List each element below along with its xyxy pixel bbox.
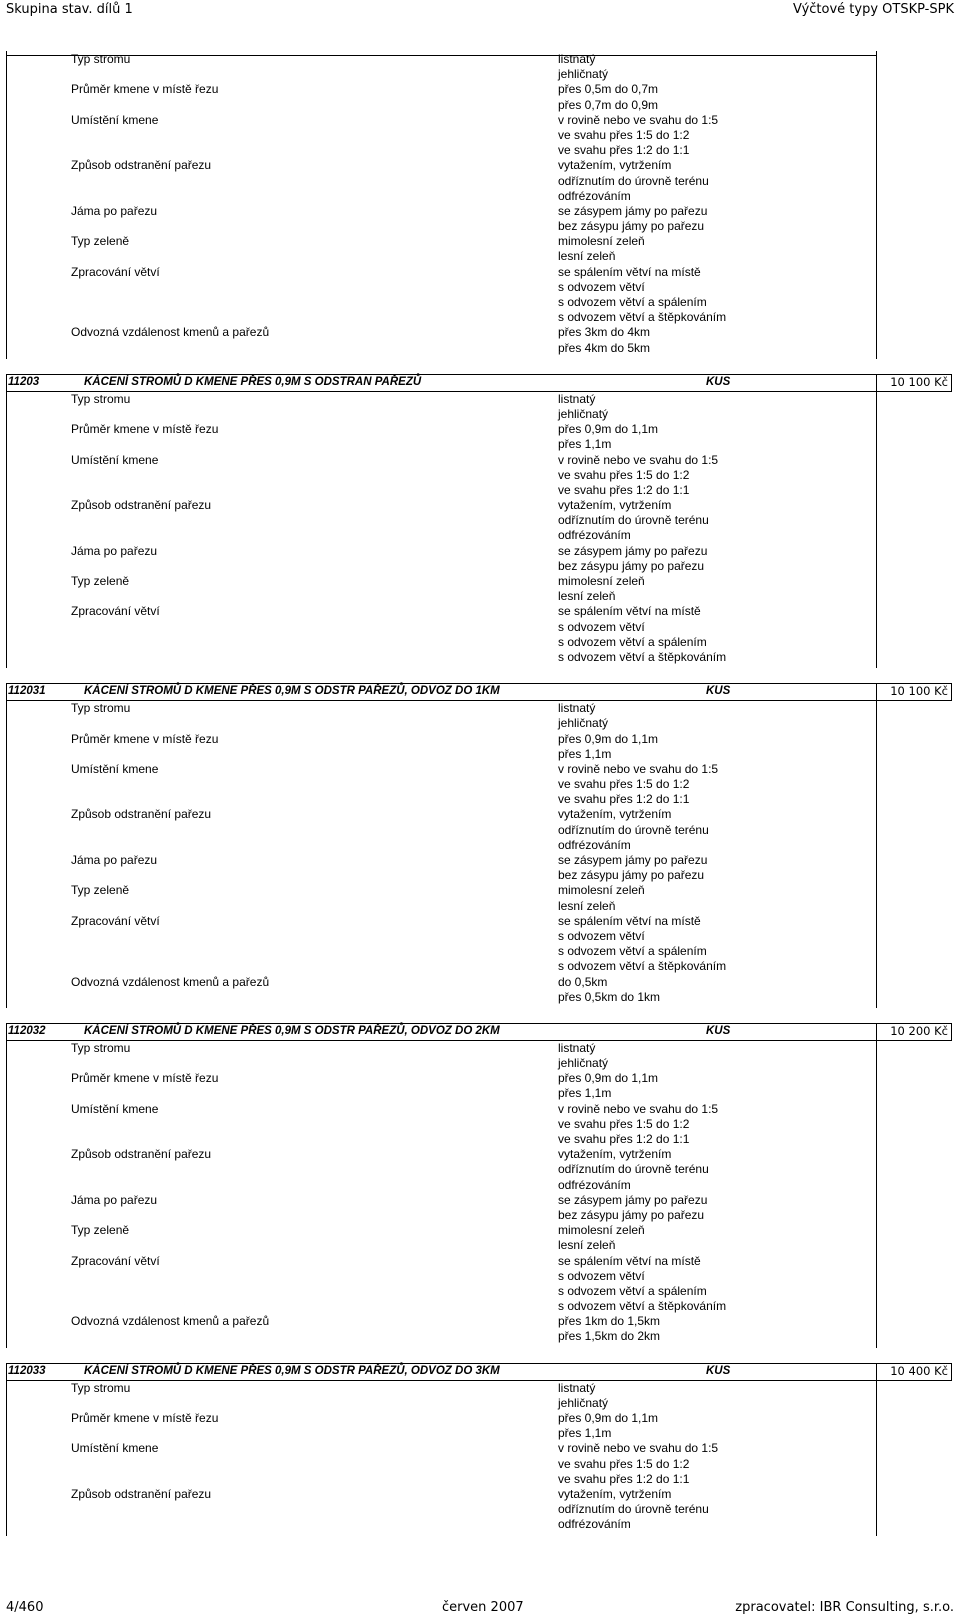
- item-unit: KUS: [706, 375, 731, 388]
- item-title: KÁCENÍ STROMŮ D KMENE PŘES 0,9M S ODSTR PAŘEZŮ, ODVOZ DO 3KM: [84, 1364, 500, 1377]
- property-value: ve svahu přes 1:2 do 1:1: [558, 792, 690, 807]
- property-name: Jáma po pařezu: [71, 543, 158, 558]
- property-name: Jáma po pařezu: [71, 853, 158, 867]
- property-row: [6, 1487, 952, 1533]
- property-value: přes 1,1m: [558, 437, 612, 452]
- property-name: Průměr kmene v místě řezu: [71, 731, 219, 746]
- property-value: odříznutím do úrovně terénu: [558, 1162, 709, 1177]
- property-value: ve svahu přes 1:2 do 1:1: [558, 1132, 690, 1146]
- property-name: Zpracování větví: [71, 604, 160, 619]
- property-block: [6, 392, 952, 668]
- property-values: [558, 422, 952, 452]
- property-name: Odvozná vzdálenost kmenů a pařezů: [71, 1314, 270, 1329]
- property-name: Typ zeleně: [71, 574, 130, 588]
- property-values: [558, 762, 952, 808]
- property-values: [558, 1441, 952, 1487]
- property-value: vytažením, vytržením: [558, 1147, 672, 1162]
- item-title: KÁCENÍ STROMŮ D KMENE PŘES 0,9M S ODSTR PAŘEZŮ, ODVOZ DO 1KM: [84, 685, 500, 698]
- property-value: odříznutím do úrovně terénu: [558, 513, 709, 528]
- property-value: s odvozem větví a spálením: [558, 1283, 707, 1298]
- property-value: vytažením, vytržením: [558, 158, 672, 173]
- property-row: [6, 1314, 952, 1344]
- property-row: [6, 1441, 952, 1487]
- property-value: přes 0,9m do 1,1m: [558, 731, 659, 746]
- cell-border: [6, 374, 7, 391]
- property-name: Typ stromu: [71, 1040, 131, 1055]
- property-value: lesní zeleň: [558, 898, 616, 913]
- property-value: bez zásypu jámy po pařezu: [558, 219, 705, 234]
- item-code: 112031: [8, 685, 46, 698]
- item-code: 11203: [8, 375, 40, 388]
- property-row: [6, 234, 952, 264]
- property-name: Způsob odstranění pařezu: [71, 1486, 212, 1501]
- property-values: [558, 1314, 952, 1344]
- property-value: listnatý: [558, 701, 596, 716]
- property-values: [558, 1381, 952, 1411]
- property-value: vytažením, vytržením: [558, 807, 672, 822]
- property-values: [558, 158, 952, 204]
- property-block: [6, 1041, 952, 1348]
- property-value: ve svahu přes 1:2 do 1:1: [558, 143, 690, 158]
- property-row: [6, 204, 952, 234]
- property-value: v rovině nebo ve svahu do 1:5: [558, 761, 719, 776]
- property-value: lesní zeleň: [558, 1238, 616, 1253]
- item-code: 112032: [8, 1024, 46, 1037]
- page-number: 4/460: [6, 1600, 44, 1615]
- property-value: bez zásypu jámy po pařezu: [558, 868, 705, 883]
- property-value: ve svahu přes 1:2 do 1:1: [558, 482, 690, 497]
- property-values: [558, 113, 952, 159]
- property-value: ve svahu přes 1:5 do 1:2: [558, 1116, 690, 1131]
- property-value: jehličnatý: [558, 1395, 609, 1410]
- property-row: [6, 1411, 952, 1441]
- property-block: [6, 701, 952, 1008]
- property-values: [558, 853, 952, 883]
- property-name: Odvozná vzdálenost kmenů a pařezů: [71, 325, 270, 340]
- property-value: se zásypem jámy po pařezu: [558, 1192, 708, 1207]
- property-row: [6, 422, 952, 452]
- item-price: 10 200 Kč: [890, 1023, 948, 1038]
- property-name: Umístění kmene: [71, 1101, 159, 1116]
- property-value: do 0,5km: [558, 974, 608, 989]
- header-doc-title: Výčtové typy OTSKP-SPK: [793, 2, 954, 17]
- property-name: Typ stromu: [71, 52, 131, 66]
- property-value: přes 1,5km do 2km: [558, 1329, 661, 1344]
- property-name: Způsob odstranění pařezu: [71, 807, 212, 822]
- property-value: se spálením větví na místě: [558, 604, 701, 619]
- property-value: odfrézováním: [558, 1517, 631, 1532]
- property-values: [558, 1147, 952, 1193]
- property-value: přes 1,1m: [558, 1086, 612, 1101]
- property-name: Jáma po pařezu: [71, 1192, 158, 1207]
- property-value: jehličnatý: [558, 716, 609, 731]
- property-row: [6, 574, 952, 604]
- property-value: odfrézováním: [558, 188, 631, 203]
- property-name: Zpracování větví: [71, 1253, 160, 1268]
- property-values: [558, 1254, 952, 1315]
- item-header-row: [6, 374, 952, 392]
- property-value: se spálením větví na místě: [558, 913, 701, 928]
- property-value: odfrézováním: [558, 1177, 631, 1192]
- property-values: [558, 914, 952, 975]
- property-name: Způsob odstranění pařezu: [71, 158, 212, 173]
- property-value: v rovině nebo ve svahu do 1:5: [558, 1441, 719, 1456]
- property-value: s odvozem větví: [558, 928, 645, 943]
- property-row: [6, 701, 952, 731]
- property-name: Průměr kmene v místě řezu: [71, 1411, 219, 1425]
- property-name: Umístění kmene: [71, 112, 159, 127]
- property-value: se zásypem jámy po pařezu: [558, 203, 708, 218]
- property-row: [6, 325, 952, 355]
- property-value: s odvozem větví a spálením: [558, 944, 707, 959]
- property-values: [558, 82, 952, 112]
- cell-border: [951, 1363, 952, 1380]
- property-name: Jáma po pařezu: [71, 203, 158, 218]
- property-row: [6, 113, 952, 159]
- property-value: lesní zeleň: [558, 249, 616, 264]
- property-value: se spálením větví na místě: [558, 264, 701, 279]
- item-title: KÁCENÍ STROMŮ D KMENE PŘES 0,9M S ODSTR PAŘEZŮ, ODVOZ DO 2KM: [84, 1024, 500, 1037]
- property-value: vytažením, vytržením: [558, 498, 672, 513]
- property-name: Umístění kmene: [71, 1441, 159, 1456]
- item-unit: KUS: [706, 1364, 731, 1377]
- property-value: přes 4km do 5km: [558, 340, 651, 355]
- cell-border: [6, 1023, 7, 1040]
- property-value: odříznutím do úrovně terénu: [558, 173, 709, 188]
- item-header-row: [6, 1363, 952, 1381]
- property-row: [6, 265, 952, 326]
- property-row: [6, 732, 952, 762]
- property-values: [558, 52, 952, 82]
- property-values: [558, 1411, 952, 1441]
- property-value: bez zásypu jámy po pařezu: [558, 558, 705, 573]
- property-values: [558, 325, 952, 355]
- page-footer: [0, 1598, 960, 1620]
- property-values: [558, 1102, 952, 1148]
- property-row: [6, 807, 952, 853]
- property-value: se spálením větví na místě: [558, 1253, 701, 1268]
- property-row: [6, 1223, 952, 1253]
- property-values: [558, 498, 952, 544]
- property-values: [558, 234, 952, 264]
- property-value: odfrézováním: [558, 837, 631, 852]
- property-row: [6, 1193, 952, 1223]
- property-name: Zpracování větví: [71, 913, 160, 928]
- property-value: odfrézováním: [558, 528, 631, 543]
- property-row: [6, 1381, 952, 1411]
- property-value: s odvozem větví: [558, 619, 645, 634]
- property-value: listnatý: [558, 1040, 596, 1055]
- property-value: mimolesní zeleň: [558, 883, 645, 898]
- property-value: vytažením, vytržením: [558, 1486, 672, 1501]
- property-value: v rovině nebo ve svahu do 1:5: [558, 452, 719, 467]
- property-row: [6, 158, 952, 204]
- property-row: [6, 52, 952, 82]
- property-value: bez zásypu jámy po pařezu: [558, 1207, 705, 1222]
- property-values: [558, 883, 952, 913]
- item-list: [6, 51, 952, 1536]
- property-value: odříznutím do úrovně terénu: [558, 822, 709, 837]
- property-value: přes 1,1m: [558, 746, 612, 761]
- property-value: jehličnatý: [558, 1056, 609, 1071]
- property-values: [558, 1487, 952, 1533]
- property-name: Typ stromu: [71, 391, 131, 406]
- property-value: přes 3km do 4km: [558, 325, 651, 340]
- cell-border: [6, 1363, 7, 1380]
- property-value: mimolesní zeleň: [558, 574, 645, 588]
- property-name: Typ zeleně: [71, 883, 130, 898]
- property-block: [6, 1381, 952, 1536]
- property-value: s odvozem větví: [558, 1268, 645, 1283]
- property-value: přes 0,5km do 1km: [558, 989, 661, 1004]
- property-row: [6, 762, 952, 808]
- property-row: [6, 1041, 952, 1071]
- property-value: přes 1km do 1,5km: [558, 1314, 661, 1329]
- property-value: přes 0,7m do 0,9m: [558, 97, 659, 112]
- footer-author: zpracovatel: IBR Consulting, s.r.o.: [735, 1600, 954, 1615]
- cell-border: [951, 374, 952, 391]
- property-values: [558, 975, 952, 1005]
- cell-border: [6, 683, 7, 700]
- property-values: [558, 1071, 952, 1101]
- property-value: ve svahu přes 1:5 do 1:2: [558, 777, 690, 792]
- property-name: Průměr kmene v místě řezu: [71, 1071, 219, 1086]
- item-unit: KUS: [706, 1024, 731, 1037]
- property-value: mimolesní zeleň: [558, 1223, 645, 1238]
- property-row: [6, 975, 952, 1005]
- property-values: [558, 1041, 952, 1071]
- property-value: v rovině nebo ve svahu do 1:5: [558, 1101, 719, 1116]
- property-name: Typ zeleně: [71, 1223, 130, 1238]
- property-value: přes 0,9m do 1,1m: [558, 1071, 659, 1086]
- item-price: 10 400 Kč: [890, 1363, 948, 1378]
- property-block: [6, 51, 952, 359]
- property-value: ve svahu přes 1:2 do 1:1: [558, 1471, 690, 1486]
- property-name: Způsob odstranění pařezu: [71, 498, 212, 513]
- property-values: [558, 732, 952, 762]
- property-value: ve svahu přes 1:5 do 1:2: [558, 127, 690, 142]
- property-values: [558, 544, 952, 574]
- property-row: [6, 1071, 952, 1101]
- property-value: s odvozem větví a spálením: [558, 295, 707, 309]
- property-value: přes 1,1m: [558, 1426, 612, 1441]
- property-value: listnatý: [558, 1380, 596, 1395]
- property-row: [6, 544, 952, 574]
- property-value: lesní zeleň: [558, 589, 616, 604]
- property-name: Průměr kmene v místě řezu: [71, 422, 219, 437]
- item-unit: KUS: [706, 685, 731, 698]
- property-name: Zpracování větví: [71, 264, 160, 279]
- property-values: [558, 392, 952, 422]
- property-value: přes 0,9m do 1,1m: [558, 422, 659, 437]
- item-code: 112033: [8, 1364, 46, 1377]
- property-name: Typ zeleně: [71, 234, 130, 249]
- property-name: Způsob odstranění pařezu: [71, 1147, 212, 1162]
- property-values: [558, 807, 952, 853]
- property-row: [6, 82, 952, 112]
- property-value: s odvozem větví a štěpkováním: [558, 310, 727, 325]
- property-value: v rovině nebo ve svahu do 1:5: [558, 112, 719, 127]
- property-values: [558, 204, 952, 234]
- property-values: [558, 265, 952, 326]
- property-value: odříznutím do úrovně terénu: [558, 1502, 709, 1517]
- property-value: s odvozem větví: [558, 279, 645, 294]
- property-value: ve svahu přes 1:5 do 1:2: [558, 467, 690, 482]
- property-value: se zásypem jámy po pařezu: [558, 543, 708, 558]
- property-row: [6, 604, 952, 665]
- property-value: přes 0,5m do 0,7m: [558, 82, 659, 97]
- property-values: [558, 574, 952, 604]
- property-row: [6, 1147, 952, 1193]
- footer-date: červen 2007: [442, 1600, 524, 1615]
- property-row: [6, 853, 952, 883]
- property-value: jehličnatý: [558, 406, 609, 421]
- page-header: [0, 0, 960, 30]
- property-row: [6, 883, 952, 913]
- property-value: listnatý: [558, 52, 596, 66]
- property-value: s odvozem větví a štěpkováním: [558, 1299, 727, 1314]
- property-values: [558, 604, 952, 665]
- property-row: [6, 453, 952, 499]
- property-name: Typ stromu: [71, 1380, 131, 1395]
- property-value: se zásypem jámy po pařezu: [558, 853, 708, 867]
- item-price: 10 100 Kč: [890, 684, 948, 699]
- property-value: přes 0,9m do 1,1m: [558, 1411, 659, 1425]
- property-row: [6, 914, 952, 975]
- item-title: KÁCENÍ STROMŮ D KMENE PŘES 0,9M S ODSTRAN PAŘEZŮ: [84, 375, 422, 388]
- property-row: [6, 498, 952, 544]
- property-row: [6, 392, 952, 422]
- property-value: mimolesní zeleň: [558, 234, 645, 249]
- property-name: Umístění kmene: [71, 452, 159, 467]
- item-header-row: [6, 683, 952, 701]
- item-price: 10 100 Kč: [890, 374, 948, 389]
- property-name: Typ stromu: [71, 701, 131, 716]
- property-value: s odvozem větví a štěpkováním: [558, 959, 727, 974]
- property-values: [558, 1193, 952, 1223]
- property-value: jehličnatý: [558, 67, 609, 82]
- cell-border: [951, 1023, 952, 1040]
- property-value: s odvozem větví a spálením: [558, 634, 707, 649]
- property-value: listnatý: [558, 391, 596, 406]
- cell-border: [951, 683, 952, 700]
- property-name: Průměr kmene v místě řezu: [71, 82, 219, 97]
- property-values: [558, 1223, 952, 1253]
- property-value: ve svahu přes 1:5 do 1:2: [558, 1456, 690, 1471]
- property-value: s odvozem větví a štěpkováním: [558, 649, 727, 664]
- property-values: [558, 453, 952, 499]
- property-row: [6, 1102, 952, 1148]
- header-group-name: Skupina stav. dílů 1: [6, 2, 133, 17]
- property-name: Umístění kmene: [71, 761, 159, 776]
- item-header-row: [6, 1023, 952, 1041]
- property-name: Odvozná vzdálenost kmenů a pařezů: [71, 974, 270, 989]
- property-values: [558, 701, 952, 731]
- property-row: [6, 1254, 952, 1315]
